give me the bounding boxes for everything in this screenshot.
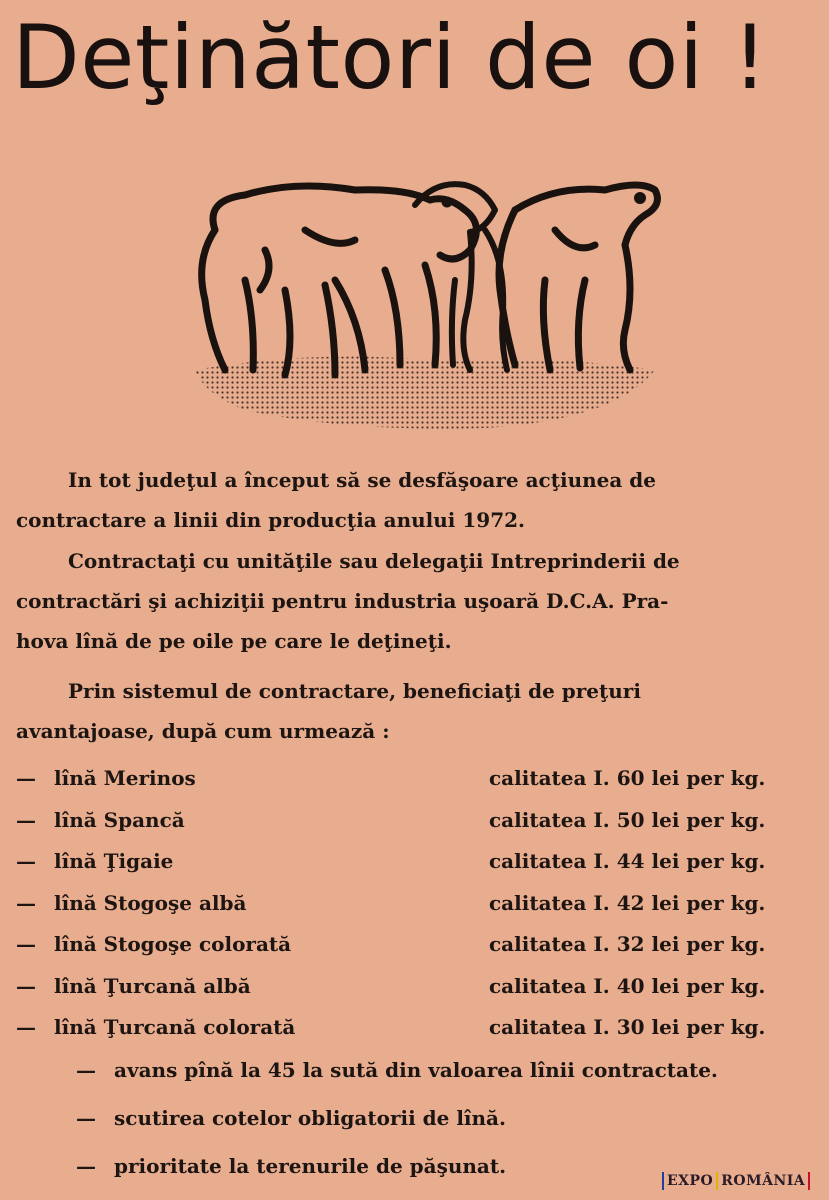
flag-stripe-yellow [716, 1172, 718, 1190]
list-dash: — [76, 1106, 96, 1130]
wool-price: calitatea I. 32 lei per kg. [489, 932, 766, 956]
wool-type: lînă Ţigaie [54, 849, 174, 873]
flag-stripe-blue [662, 1172, 664, 1190]
price-row [16, 841, 822, 883]
price-row [16, 758, 822, 800]
list-dash: — [16, 807, 36, 832]
wool-price: calitatea I. 50 lei per kg. [489, 807, 766, 832]
list-dash: — [16, 766, 36, 790]
wool-price-list [16, 758, 822, 1049]
wool-price: calitatea I. 40 lei per kg. [489, 973, 766, 998]
benefit-text: avans pînă la 45 la sută din valoarea lînii contractate. [114, 1058, 718, 1082]
price-row [16, 966, 822, 1008]
price-row [16, 800, 822, 842]
flag-stripe-red [808, 1172, 810, 1190]
watermark-part-1: EXPO [667, 1173, 714, 1189]
intro-line-1: In tot judeţul a început să se desfăşoare acţiunea de [68, 468, 657, 492]
system-line-1: Prin sistemul de contractare, beneficiaţi de preţuri [68, 679, 641, 703]
benefit-text: prioritate la terenurile de păşunat. [114, 1154, 507, 1178]
contract-line-3: hova lînă de pe oile pe care le deţineţi. [16, 629, 452, 653]
wool-type: lînă Ţurcană colorată [54, 1015, 296, 1039]
wool-price: calitatea I. 44 lei per kg. [489, 849, 766, 873]
list-dash: — [76, 1058, 96, 1082]
sheep-illustration [185, 170, 675, 435]
system-line-2: avantajoase, după cum urmează : [16, 719, 390, 743]
wool-price: calitatea I. 30 lei per kg. [489, 1015, 766, 1039]
wool-type: lînă Stogoşe colorată [54, 932, 292, 956]
list-dash: — [16, 932, 36, 956]
wool-type: lînă Spancă [54, 807, 185, 832]
wool-price: calitatea I. 60 lei per kg. [489, 766, 766, 790]
advert-headline: Deţinători de oi ! [12, 6, 769, 109]
contract-paragraph [16, 541, 822, 661]
intro-paragraph [16, 460, 822, 540]
wool-price: calitatea I. 42 lei per kg. [489, 890, 766, 915]
contract-line-1: Contractaţi cu unităţile sau delegaţii Intreprinderii de [68, 549, 680, 573]
wool-type: lînă Stogoşe albă [54, 890, 247, 915]
list-dash: — [16, 973, 36, 998]
list-dash: — [16, 849, 36, 873]
list-dash: — [16, 890, 36, 915]
system-paragraph [16, 671, 822, 751]
wool-type: lînă Merinos [54, 766, 196, 790]
benefit-text: scutirea cotelor obligatorii de lînă. [114, 1106, 506, 1130]
contract-line-2: contractări şi achiziţii pentru industria uşoară D.C.A. Pra- [16, 589, 669, 613]
price-row [16, 924, 822, 966]
watermark-part-2: ROMÂNIA [721, 1173, 806, 1189]
benefit-item [76, 1050, 826, 1098]
price-row [16, 1007, 822, 1049]
list-dash: — [16, 1015, 36, 1039]
list-dash: — [76, 1154, 96, 1178]
expo-romania-watermark [659, 1170, 813, 1192]
wool-type: lînă Ţurcană albă [54, 973, 251, 998]
price-row [16, 883, 822, 925]
intro-line-2: contractare a linii din producţia anului 1972. [16, 508, 525, 532]
benefit-item [76, 1098, 826, 1146]
